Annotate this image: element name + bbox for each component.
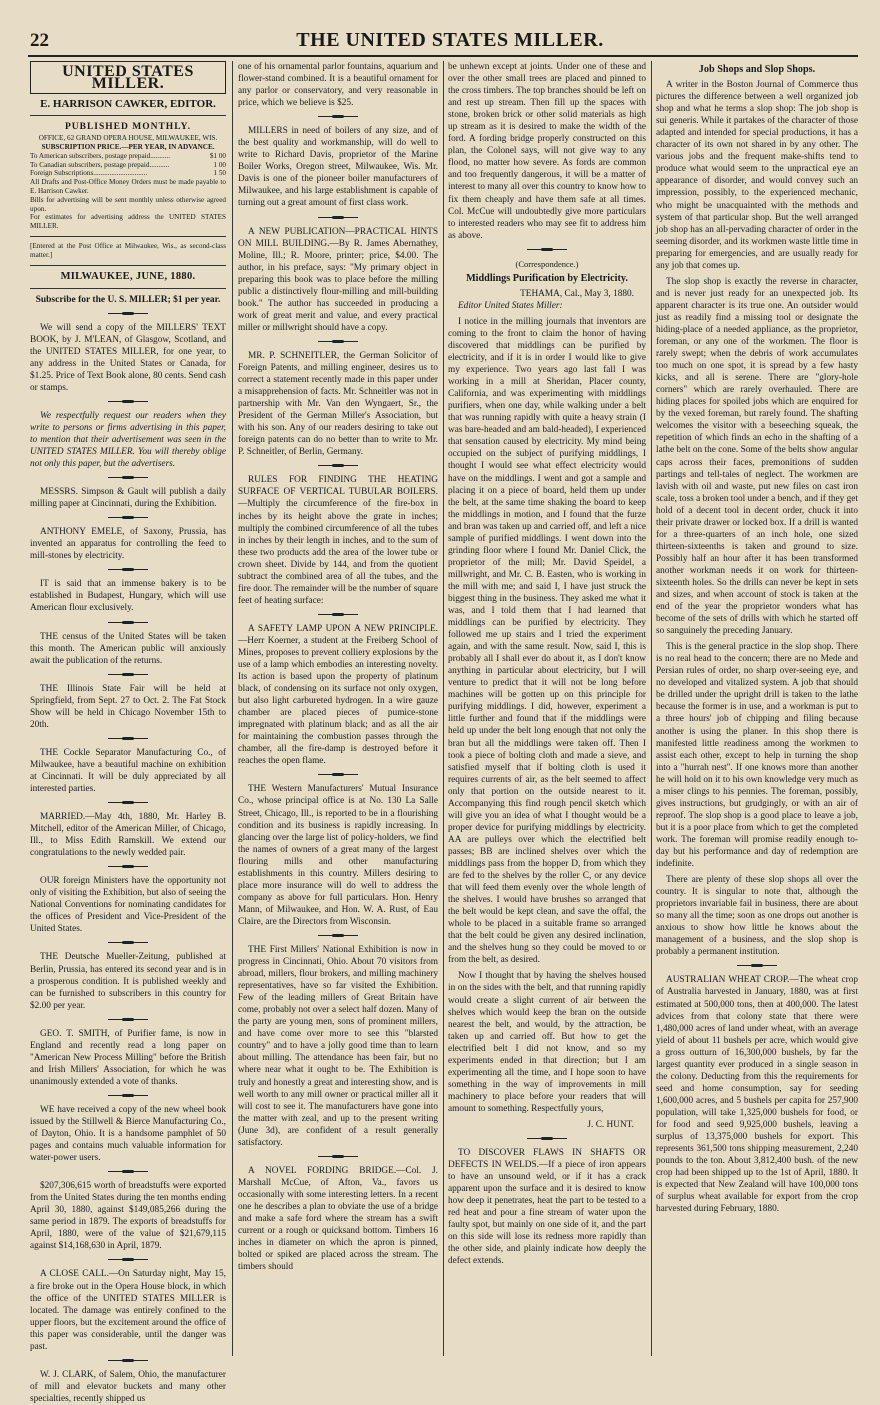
dateline: MILWAUKEE, JUNE, 1880. (60, 270, 196, 282)
separator (318, 613, 358, 617)
paragraph: I notice in the milling journals that inventors are coming to the front to claim the honor of having discovered that middlings can be purified by electricity, and if it is in order I would like to give my experience. Two years ago last fall I was working in a mill at Sheridan, Placer county, California, and was experimenting with middlings purifiers, when one day, while walking under a belt that was running rapidly with quite a heavy strain (I was bare-headed and am bald-headed), I experienced that sensation caused by electricity. My mind being occupied on the subject of purifying middlings, I thought I would see what effect electricity would have on the middlings. I went and got a sample and placing it on a piece of board, held them up under the belt, at the same time shaking the board to keep the middlings in motion, and I found that the furze and bran was taken up and carried off, and left a nice sample of purified middlings. I went down into the grinding floor where I found Mr. Daniel Click, the proprietor of the mill; Mr. David Speidel, a millwright, and Mr. C. B. Easten, who is working in the mill with me; and said I, I have just struck the biggest thing in the business. They asked me what it was, and I told them that I had learned that middlings can be purified by electricity. They followed me up stairs and I tried the experiment again, and with the same result. Now, said I, this is probably all I shall ever do about it, as I don't know anything in particular about electricity, but I will venture to predict that it will not be long before machines will be gotten up on this principle for purifying middlings. I did, however, experiment a little further and found that if the middlings were held up under the belt long enough that not only the bran but all the middlings were taken off. Then I took a piece of bolting cloth and made a sieve, and satisfied myself that if bolting cloth is used it requires currents of air, as the belt seemed to affect only that portion on the outside nearest to it. Accompanying this find rough pencil sketch which will give you an idea of what I thought would be a proper device for purifying middlings by electricity. AA are pulleys over which the electrified belt passes; BB are inclined shelves over which the middlings pass from the hopper D, from which they are fed to the shelves by the roller C, or any device that will feed them evenly over the whole length of the shelves. I would have brushes so arranged that the belt would be kept clean, and save the offal, the whole to be placed in a suitable frame so arranged that the belt could be given any desired inclination, and the shelves hung so they could be moved to or from the belt, as desired. (448, 316, 646, 966)
separator (108, 568, 148, 572)
separator (318, 934, 358, 938)
correspondence-label: (Correspondence.) (515, 258, 579, 269)
paragraph: THE Cockle Separator Manufacturing Co., of Milwaukee, have a beautiful machine on exhibition at Cincinnati. It will be duly appreciated by all interested parties. (30, 747, 226, 794)
separator (318, 773, 358, 777)
paragraph: We will send a copy of the MILLERS' TEXT BOOK, by J. M'LEAN, of Glasgow, Scotland, and the UNITED STATES MILLER, for one year, to any address in the United States or Canada, for $1.25. Price of Text Book alone, 80 cents. Send cash or stamps. (30, 322, 226, 393)
column-2 (238, 61, 438, 1361)
separator (108, 1258, 148, 1262)
separator (108, 1094, 148, 1098)
paragraph: MESSRS. Simpson & Gault will publish a daily milling paper at Cincinnati, during the Exhibition. (30, 487, 226, 510)
letter-place-date: TEHAMA, Cal., May 3, 1880. (520, 288, 634, 299)
paragraph: THE Illinois State Fair will be held at Springfield, from Sept. 27 to Oct. 2. The Fat Stock Show will be held in Chicago November 15th to 20th. (30, 683, 226, 730)
rate-row: To Canadian subscribers, postage prepaid........... 1 00 (30, 160, 226, 169)
separator (108, 737, 148, 741)
separator (108, 1359, 148, 1363)
divider (30, 115, 226, 116)
paragraph: WE have received a copy of the new wheel book issued by the Stillwell & Bierce Manufacturing Co., of Dayton, Ohio. It is a handsome pamphlet of 50 pages and contains much valuable information for water-power users. (30, 1104, 226, 1164)
separator (318, 464, 358, 468)
divider (30, 265, 226, 266)
separator (108, 673, 148, 677)
paragraph: The slop shop is exactly the reverse in character, and is never just ready for an unexpected job. Its apparent character is its true one. An outsider would just as readily find a missing tool or designate the hiding-place of a needed appliance, as the proprietor, foreman, or any one of the workmen. The floor is rarely swept; when the debris of work accumulates too much on one spot, it is spread by a few hasty kicks, and all is serene. There are "glory-hole corners" which are rarely overhauled. There are hiding places for spoiled jobs which are enquired for by the vexed foreman, but rarely found. The shafting welcomes the visitor with a beseeching squeak, the repetition of which finds an echo in the shafting of a lathe belt on the cone. Some of the belts show angular caps across their faces, premonitions of sudden partings and tell-tales of neglect. The workmen are lavish with oil and waste, put new files on cast iron scale, toss a broken tool under a bench, and if they get hold of a decent tool in decent order, chuck it into their private drawer or locked box. If a drill is wanted for a three-quarters of an inch hole, one sized thirteen-sixteenths is taken and ground to size. Possibly half an hour after it has been transformed another workman needs it on work for thirteen-sixteenth holes. So the drills can never be kept in sets and sizes, and when account of stock is taken at the end of the year the proprietor wonders what has become of the sets of drills with which he started off so sanguinely the preceding January. (656, 276, 858, 637)
rate-row: Foreign Subscriptions.............................. 1 50 (30, 169, 226, 178)
separator (527, 248, 567, 252)
letter-salutation: Editor United States Miller: (458, 300, 563, 311)
paragraph: W. J. CLARK, of Salem, Ohio, the manufacturer of mill and elevator buckets and many other specialties, recently shipped us (30, 1369, 226, 1404)
paragraph: RULES FOR FINDING THE HEATING SURFACE OF VERTICAL TUBULAR BOILERS.—Multiply the circumference of the fire-box in inches by its height above the grate in inches; multiply the combined circumference of all the tubes in inches by their length in inches, and to the sum of these two products add the area of the lower tube or crown sheet. Divide by 144, and from the quotient subtract the combined area of all the tubes, and the fire door. The remainder will be the number of square feet of heating surface: (238, 475, 438, 606)
column-rule (443, 61, 444, 1356)
paragraph: THE census of the United States will be taken this month. The American public will anxiously await the publication of the returns. (30, 631, 226, 666)
paragraph: IT is said that an immense bakery is to be established in Budapest, Hungary, which will use American flour exclusively. (30, 579, 226, 614)
separator (108, 865, 148, 869)
article-heading: Middlings Purification by Electricity. (466, 272, 628, 284)
paragraph: A writer in the Boston Journal of Commerce thus pictures the difference between a well organized job shop and what he terms a slop shop: The job shop is sui generis. While it partakes of the character of those adapted and intended for special productions, it has a character of its own not shared in by any other. The various jobs and the frequent make-shifts tend to produce what would seem to the unpractical eye an appearance of disorder, and would convey such an impression, possibly, to the experienced mechanic, who might be unacquainted with the methods and system of that particular shop. But the well arranged job shop has an all-pervading character of order in the seeming disorder, and its workmen waste little time in preparing for emergencies, and are usually ready for any job that comes up. (656, 80, 858, 271)
published-monthly: PUBLISHED MONTHLY. (64, 122, 192, 133)
separator (108, 400, 148, 404)
office-address: OFFICE, 62 GRAND OPERA HOUSE, MILWAUKEE, WIS. (38, 134, 218, 143)
separator (108, 1018, 148, 1022)
paragraph: This is the general practice in the slop shop. There is no real head to the concern; there are no Mede and Persian rules of order, no sharp over-seeing eye, and no developed and vitalized system. A job that should be drilled under the upright drill is taken to the lathe because the former is in use, and a workman is put to a three hours' job of chipping and filing because another is using the planer. In this shop there is manifested little readiness among the workmen to assist each other, except to help in turning the shop into a "hurrah nest". If one knows more than another he will hold on it to his own knowledge very much as a miser clings to his pennies. The foreman, possibly, gives instructions, but grudgingly, or with an air of reproof. The slop shop is a good place to leave a job, but it is a poor place from which to get the completed work. The foreman will promise readily enough to-day but his performance and day of redemption are indefinite. (656, 642, 858, 870)
separator (108, 621, 148, 625)
paragraph: A NEW PUBLICATION—PRACTICAL HINTS ON MILL BUILDING.—By R. James Abernathey, Moline, Ill.; R. Moore, printer; price, $4.00. The author, in his preface, says: "My primary object in preparing this book was to place before the milling public a distinctively flour-milling and mill-building book." The author has succeeded in producing a work of great merit and value, and every practical miller or millwright should have a copy. (238, 226, 438, 333)
separator (318, 216, 358, 220)
rate-row: To American subscribers, postage prepaid........... $1 00 (30, 151, 226, 160)
nameplate-box (30, 61, 226, 94)
paragraph: THE Western Manufacturers' Mutual Insurance Co., whose principal office is at No. 130 La Salle Street, Chicago, Ill., is reported to be in a flourishing condition and its business is rapidly increasing. In glancing over the large list of policy-holders, we find the names of owners of a great many of the largest flouring mills and other manufacturing establishments in this country. Millers desiring to place more insurance will do well to address the company as above for full particulars. Hon. Henry Mann, of Milwaukee, and Hon. W. A. Rust, of Eau Claire, are the Directors from Wisconsin. (238, 784, 438, 927)
separator (318, 115, 358, 119)
paragraph: GEO. T. SMITH, of Purifier fame, is now in England and recently read a long paper on "American New Process Milling" before the British and Irish Millers' Association, for which he was unanimously extended a vote of thanks. (30, 1028, 226, 1087)
divider (30, 236, 226, 237)
terms-note: Bills for advertising will be sent monthly unless otherwise agreed upon. (30, 195, 226, 213)
paragraph: MR. P. SCHNEITLER, the German Solicitor of Foreign Patents, and milling engineer, desires us to correct a statement recently made in this paper under a misapprehension of facts. Mr. Schneitler was not in partnership with Mr. Van den Wyngaert, Sr., the President of the German Miller's Association, but with his son. Any of our readers desiring to take out foreign patents can do no better than to write to Mr. P. Schneitler, of Berlin, Germany. (238, 350, 438, 458)
subscription-price-heading: SUBSCRIPTION PRICE.—PER YEAR, IN ADVANCE. (41, 142, 215, 151)
page-number: 22 (30, 30, 49, 51)
paragraph: be unhewn except at joints. Under one of these and over the other small trees are placed and pinned to the cross timbers. The top branches should be left on and rest up stream. Then fill up the spaces with stone, broken brick or other solid materials as high up stream as it is desired to make the width of the ford. A fording bridge properly constructed on this plan, the Colonel says, will not give way to any flood, no matter how severe. As fords are common and too frequently dangerous, it will be a matter of interest to many all over this country to know how to fix them cheaply and have them safe at all times. Col. McCue will undoubtedly give more particulars to interested readers who may see fit to address him as above. (448, 62, 646, 241)
column-1 (30, 61, 226, 1404)
paragraph: $207,306,615 worth of breadstuffs were exported from the United States during the ten months ending April 30, 1880, against $149,085,266 during the same period in 1879. The exports of breadstuffs for April, 1880, were of the value of $21,679,115 against $14,168,630 in April, 1879. (30, 1181, 226, 1252)
paragraph: There are plenty of these slop shops all over the country. It is singular to note that, although the proprietors invariable fail in business, there are about so many all the time; soon as one drops out another is anxious to show how little he knows about the management of a business, and the slop shop is probably a permanent institution. (656, 875, 858, 958)
separator (108, 312, 148, 316)
article-heading: Job Shops and Slop Shops. (698, 64, 816, 75)
separator (108, 801, 148, 805)
separator (108, 941, 148, 945)
paragraph: Now I thought that by having the shelves housed in on the sides with the belt, and that running rapidly would create a slight current of air between the shelves which would keep the bran on the outside nearest the belt, and would, by the attraction, be taken up and carried off. But how to get the electrified belt I did not know, and so my experiments ended in that direction; but I am experimenting all the time, and I hope soon to have something in the way of improvements in mill machinery to place before your readers that will amount to something. Respectfully yours, (448, 971, 646, 1114)
paragraph: OUR foreign Ministers have the opportunity not only of visiting the Exhibition, but also of seeing the National Conventions for nominating candidates for the offices of President and Vice-President of the United States. (30, 876, 226, 935)
separator (737, 964, 777, 968)
paragraph: A NOVEL FORDING BRIDGE.—Col. J. Marshall McCue, of Afton, Va., favors us occasionally with some interesting letters. In a recent one he describes a plan to obviate the use of a bridge and make a safe ford where the stream has a swift current or a rough or quicksand bottom. Timbers 16 inches in diameter on which the apron is pinned, bolted or spiked are placed across the stream. The timbers should (238, 1165, 438, 1273)
editor-line: E. HARRISON CAWKER, EDITOR. (40, 98, 216, 111)
subscribe-notice: Subscribe for the U. S. MILLER; $1 per year. (35, 294, 221, 305)
paragraph: THE First Millers' National Exhibition is now in progress in Cincinnati, Ohio. About 70 visitors from abroad, millers, flour brokers, and milling machinery representatives, have so far visited the Exhibition. Few of the leading millers of Great Britain have come, probably not over a select half dozen. Many of the party are young men, sons of prominent millers, and have come over more to see this "blarsted country" and to have a jolly good time than to learn about milling. The attendance has been fair, but no where near what it ought to be. The Exhibition is truly and honestly a great and interesting show, and is well worth to any mill owner or practical miller all it will cost to see it. The manufacturers have gone into the matter with zeal, and up to the present writing (June 3d), are confident of a result generally satisfactory. (238, 945, 438, 1148)
column-rule (232, 61, 233, 1356)
paragraph: TO DISCOVER FLAWS IN SHAFTS OR DEFECTS IN WELDS.—If a piece of iron appears to have an unsound weld, or if it has a crack apparent upon the surface and it is desired to know how deep it penetrates, heat the part to be tested to a red heat and pour a fine stream of water upon the faulty spot, but mainly on one side of it, and the part on this side will lose its redness more rapidly than the other side, and plainly indicate how deeply the defect extends. (448, 1148, 646, 1267)
separator (527, 1137, 567, 1141)
paragraph: MARRIED.—May 4th, 1880, Mr. Harley B. Mitchell, editor of the American Miller, of Chicago, Ill., to Miss Edith Ramskill. We extend our congratulations to the newly wedded pair. (30, 812, 226, 859)
column-3 (448, 61, 646, 1361)
paragraph: ANTHONY EMELE, of Saxony, Prussia, has invented an apparatus for controlling the feed to mill-stones by electricity. (30, 527, 226, 562)
paragraph: one of his ornamental parlor fountains, aquarium and flower-stand combined. It is a beautiful ornament for any parlor or conservatory, and very reasonable in price, which we believe is $25. (238, 62, 438, 109)
column-4 (656, 61, 858, 1361)
paragraph: AUSTRALIAN WHEAT CROP.—The wheat crop of Australia harvested in January, 1880, was at first estimated at 500,000 tons, then at 400,000. The latest advices from that colony state that there were 1,480,000 acres of land under wheat, with an average yield of about 11 bushels per acre, which would give a gross outturn of 16,300,000 bushels, by far the largest quantity ever produced in a single season in the colony. Deducting from this the requirements for seed and home consumption, say for seeding 1,600,000 acres, and 5 bushels per capita for 257,900 population, will take 1,325,000 bushels for food, or for food and seed 9,925,000 bushels, leaving a surplus of 13,375,000 bushels for export. This represents 361,500 tons shipping measurement, 2,240 pounds to the ton. About 3,812,400 bush. of the new crop had been shipped up to the 1st of April, 1880. It is expected that New Zealand will have 100,000 tons of surplus wheat available for export from the crop harvested during February, 1880. (656, 975, 858, 1215)
terms-note: For estimates for advertising address the UNITED STATES MILLER. (30, 213, 226, 231)
letter-signature: J. C. HUNT. (587, 1119, 634, 1130)
divider (30, 288, 226, 289)
separator (108, 516, 148, 520)
paragraph: We respectfully request our readers when they write to persons or firms advertising in this paper, to mention that their advertisement was seen in the UNITED STATES MILLER. You will thereby oblige not only this paper, but the advertisers. (30, 410, 226, 470)
separator (318, 340, 358, 344)
entered-notice: [Entered at the Post Office at Milwaukee, Wis., as second-class matter.] (30, 241, 226, 259)
paragraph: MILLERS in need of boilers of any size, and of the best quality and workmanship, will do well to write to Richard Davis, proprietor of the Marine Boiler Works, Oregon street, Milwaukee, Wis. Mr. Davis is one of the pioneer boiler manufacturers of Milwaukee, and his large establishment is capable of turning out a great amount of first class work. (238, 126, 438, 209)
nameplate: UNITED STATES MILLER. (62, 63, 194, 93)
running-head-title: THE UNITED STATES MILLER. (296, 29, 604, 51)
column-rule (651, 61, 652, 1356)
separator (318, 1155, 358, 1159)
terms-note: All Drafts and Post-Office Money Orders must be made payable to E. Harrison Cawker. (30, 178, 226, 195)
header-rule (28, 55, 858, 57)
paragraph: A SAFETY LAMP UPON A NEW PRINCIPLE.—Herr Koerner, a student at the Freiberg School of Mines, proposes to prevent colliery explosions by the use of a lamp which embodies an interesting novelty. Its action is based upon the property of platinum black, of condensing on its surface not only oxygen, but also light carbureted hydrogen. In a wire gauze chamber are placed pieces of pumice-stone impregnated with platinum black; and as all the air for maintaining the combustion passes through the chamber, all the fire-damp is destroyed before it reaches the open flame. (238, 623, 438, 767)
separator (108, 476, 148, 480)
separator (108, 1170, 148, 1174)
paragraph: THE Deutsche Mueller-Zeitung, published at Berlin, Prussia, has entered its second year and is in a prosperous condition. It is published weekly and can be furnished to subscribers in this country for $2.00 per year. (30, 952, 226, 1011)
paragraph: A CLOSE CALL.—On Saturday night, May 15, a fire broke out in the Opera House block, in which the office of the UNITED STATES MILLER is located. The damage was entirely confined to the upper floors, but the excitement around the office of this paper was considerable, until the danger was past. (30, 1269, 226, 1352)
